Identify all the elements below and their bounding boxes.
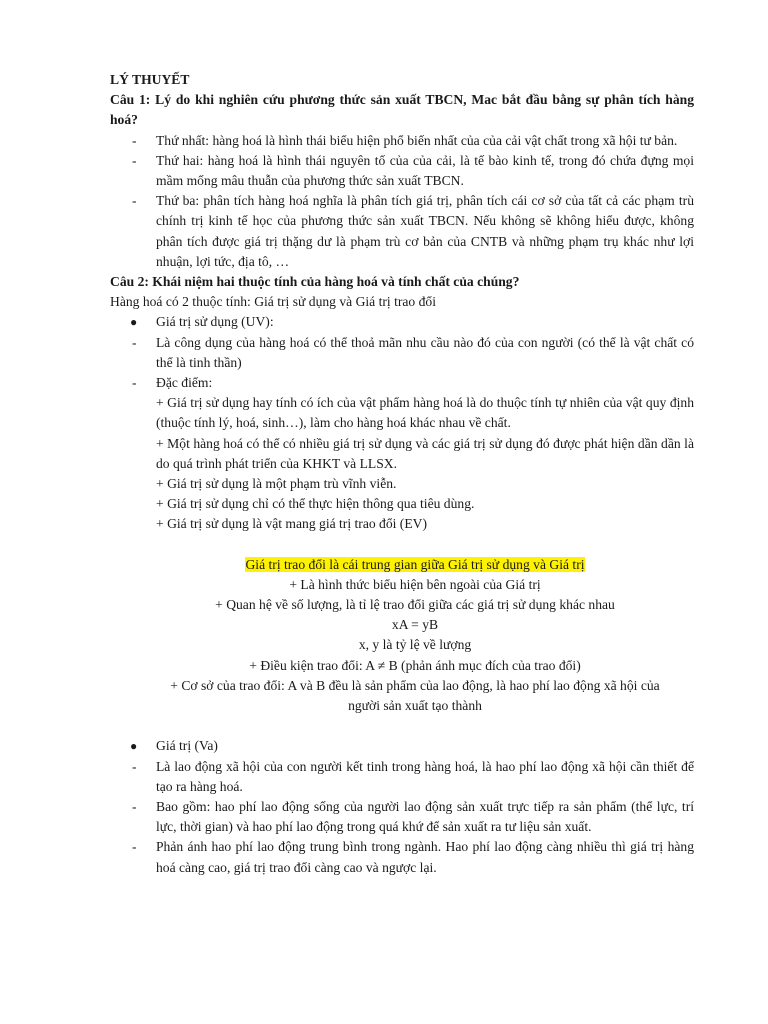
exchange-value-line: + Điều kiện trao đổi: A ≠ B (phản ánh mục đích của trao đổi) [249, 657, 581, 673]
spacer [110, 716, 694, 736]
bullet-marker: ● [130, 315, 138, 330]
question-2-intro: Hàng hoá có 2 thuộc tính: Giá trị sử dụng và Giá trị trao đổi [110, 294, 436, 310]
list-item-text: Là lao động xã hội của con người kết tinh trong hàng hoá, là hao phí lao động xã hội cần thiết để tạo ra hàng hoá. [156, 758, 694, 794]
list-item-text: Phản ánh hao phí lao động trung bình trong ngành. Hao phí lao động càng nhiều thì giá trị hàng hoá càng cao, giá trị trao đổi càng cao và ngược lại. [156, 839, 694, 875]
list-item [110, 757, 694, 797]
exchange-value-line: + Là hình thức biểu hiện bên ngoài của Giá trị [289, 576, 541, 592]
list-item [110, 151, 694, 191]
exchange-value-block [110, 555, 694, 717]
bullet-item-text: Giá trị sử dụng (UV): [156, 314, 274, 330]
question-1: Câu 1: Lý do khi nghiên cứu phương thức sản xuất TBCN, Mac bắt đầu bằng sự phân tích hàng hoá? [110, 92, 694, 128]
dash-marker: - [132, 334, 137, 350]
dash-marker: - [132, 375, 137, 391]
list-item-text: Đặc điểm: [156, 375, 213, 391]
feature-line: + Giá trị sử dụng hay tính có ích của vật phẩm hàng hoá là do thuộc tính tự nhiên của vật quy định (thuộc tính lý, hoá, sinh…), làm cho hàng hoá khác nhau về chất. [156, 395, 694, 431]
dash-marker: - [132, 132, 137, 148]
document-page [110, 70, 694, 878]
list-item-text: Thứ nhất: hàng hoá là hình thái biểu hiện phổ biến nhất của của cải vật chất trong xã hội tư bản. [156, 132, 678, 148]
dash-marker: - [132, 798, 137, 814]
bullet-item-value [110, 736, 694, 756]
list-item [110, 333, 694, 373]
list-item [110, 797, 694, 837]
feature-line: + Giá trị sử dụng chỉ có thể thực hiện thông qua tiêu dùng. [156, 496, 475, 512]
list-item [110, 837, 694, 877]
list-item [110, 373, 694, 393]
formula: xA = yB [391, 617, 439, 633]
highlighted-definition: Giá trị trao đổi là cái trung gian giữa Giá trị sử dụng và Giá trị [245, 556, 585, 572]
list-item-text: Bao gồm: hao phí lao động sống của người lao động sản xuất trực tiếp ra sản phẩm (thể lực, trí lực, thời gian) và hao phí lao động trong quá khứ để sản xuất ra tư liệu sản xuất. [156, 798, 694, 835]
dash-marker: - [132, 758, 137, 774]
dash-marker: - [132, 193, 137, 209]
list-item [110, 131, 694, 151]
feature-line: + Giá trị sử dụng là một phạm trù vĩnh viễn. [156, 476, 397, 492]
document-title: LÝ THUYẾT [110, 72, 190, 87]
list-item-text: Thứ hai: hàng hoá là hình thái nguyên tố của của cải, là tế bào kinh tế, trong đó chứa đựng mọi mầm mống mâu thuẫn của phương thức sản xuất TBCN. [156, 152, 694, 189]
exchange-value-line: + Quan hệ về số lượng, là tỉ lệ trao đổi giữa các giá trị sử dụng khác nhau [215, 597, 615, 613]
exchange-value-line: + Cơ sở của trao đổi: A và B đều là sản phẩm của lao động, là hao phí lao động xã hội của người sản xuất tạo thành [170, 677, 660, 714]
list-item-text: Là công dụng của hàng hoá có thể thoả mãn nhu cầu nào đó của con người (có thể là vật chất có thể là tinh thần) [156, 334, 694, 370]
list-item [110, 191, 694, 272]
question-2: Câu 2: Khái niệm hai thuộc tính của hàng hoá và tính chất của chúng? [110, 274, 520, 290]
dash-marker: - [132, 839, 137, 855]
dash-marker: - [132, 152, 137, 168]
bullet-item-use-value [110, 312, 694, 332]
list-item-text: Thứ ba: phân tích hàng hoá nghĩa là phân tích giá trị, phân tích cái cơ sở của tất cả các phạm trù chính trị kinh tế học của phương thức sản xuất TBCN. Nếu không sẽ không hiểu được, không phân tích được giá trị thặng dư là phạm trù cơ bản của CNTB và những phạm trụ khác như lợi nhuận, lợi tức, địa tô, … [156, 193, 694, 269]
feature-line: + Một hàng hoá có thể có nhiều giá trị sử dụng và các giá trị sử dụng đó được phát hiện dần dần là do quá trình phát triển của KHKT và LLSX. [156, 435, 694, 471]
bullet-item-text: Giá trị (Va) [156, 738, 218, 754]
exchange-value-line: x, y là tỷ lệ về lượng [358, 637, 472, 653]
bullet-marker: ● [130, 739, 138, 754]
feature-line: + Giá trị sử dụng là vật mang giá trị trao đổi (EV) [156, 516, 427, 532]
